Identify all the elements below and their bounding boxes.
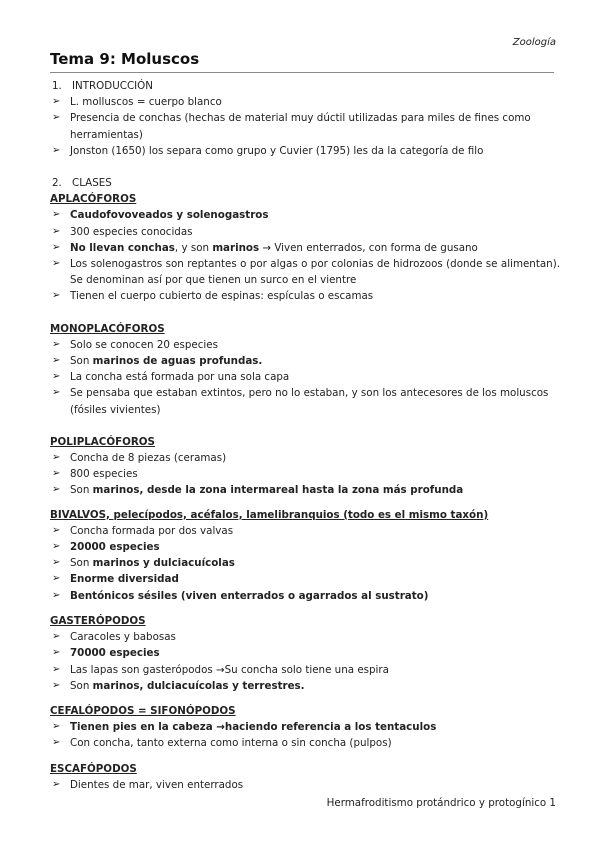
list-item: [50, 719, 560, 735]
bold-text: Bentónicos sésiles (viven enterrados o agarrados al sustrato): [70, 589, 429, 602]
document-body: [50, 78, 560, 793]
bold-text: marinos, dulciacuícolas y terrestres.: [92, 679, 305, 692]
bold-text: marinos de aguas profundas.: [92, 355, 263, 368]
list-item: ➢ Dientes de mar, viven enterrados: [50, 777, 560, 793]
list-item: ➢ Tienen el cuerpo cubierto de espinas: espículas o escamas: [50, 288, 560, 304]
list-item: ➢ Caracoles y babosas: [50, 629, 560, 645]
list-item: [50, 645, 560, 661]
list-item: ➢ Presencia de conchas (hechas de material muy dúctil utilizadas para miles de fines como herramientas): [50, 110, 560, 142]
bold-text: Caudofovoveados y solenogastros: [70, 209, 269, 222]
list-item: [50, 555, 560, 571]
list-item: ➢ Los solenogastros son reptantes o por algas o por colonias de hidrozoos (donde se alimentan). Se denominan así por que tienen un surco en el vientre: [50, 256, 560, 288]
section-number: 2.: [52, 177, 62, 190]
list-item: ➢ Se pensaba que estaban extintos, pero no lo estaban, y son los antecesores de los moluscos (fósiles vivientes): [50, 385, 560, 417]
item-text: Son: [70, 355, 93, 368]
title-divider: [50, 72, 554, 73]
item-text: Son: [70, 484, 93, 497]
bold-text: No llevan conchas: [70, 241, 175, 254]
bold-text: 20000 especies: [70, 541, 160, 554]
list-item: ➢ Concha formada por dos valvas: [50, 523, 560, 539]
section-heading-text: CLASES: [72, 177, 112, 190]
class-title-gasteropodos: GASTERÓPODOS: [50, 614, 146, 627]
section-heading-text: INTRODUCCIÓN: [72, 80, 153, 92]
section-heading-clases: [50, 175, 560, 191]
bold-text: 70000 especies: [70, 647, 160, 660]
list-item: [50, 539, 560, 555]
list-item: [50, 588, 560, 604]
list-item: [50, 207, 560, 223]
class-title-aplacoforos: APLACÓFOROS: [50, 193, 137, 206]
page-title: Tema 9: Moluscos: [50, 50, 200, 68]
section-heading-introduccion: [50, 78, 560, 94]
class-title-escafopodos: ESCAFÓPODOS: [50, 762, 137, 775]
list-item: [50, 482, 560, 498]
class-title-poliplacoforos: POLIPLACÓFOROS: [50, 435, 155, 448]
bold-text: Enorme diversidad: [70, 573, 179, 586]
subject-header: Zoología: [512, 37, 556, 48]
bold-text: marinos: [212, 241, 260, 254]
list-item: [50, 240, 560, 256]
list-item: ➢ Concha de 8 piezas (ceramas): [50, 450, 560, 466]
item-text: Son: [70, 557, 93, 570]
list-item: ➢ La concha está formada por una sola capa: [50, 369, 560, 385]
bold-text: marinos y dulciacuícolas: [92, 557, 235, 570]
list-item: [50, 571, 560, 587]
item-text: → Viven enterrados, con forma de gusano: [259, 241, 478, 254]
list-item: ➢ Las lapas son gasterópodos →Su concha solo tiene una espira: [50, 662, 560, 678]
list-item: [50, 678, 560, 694]
page-footer: Hermafroditismo protándrico y protogínico 1: [326, 797, 556, 809]
class-title-monoplacoforos: MONOPLACÓFOROS: [50, 322, 165, 335]
list-item: [50, 353, 560, 369]
list-item: ➢ L. molluscos = cuerpo blanco: [50, 94, 560, 110]
list-item: ➢ 300 especies conocidas: [50, 224, 560, 240]
item-text: Son: [70, 679, 93, 692]
item-text: , y son: [174, 241, 213, 254]
class-title-cefalopodos: CEFALÓPODOS = SIFONÓPODOS: [50, 704, 236, 717]
bold-text: marinos, desde la zona intermareal hasta la zona más profunda: [92, 484, 464, 497]
list-item: ➢ Solo se conocen 20 especies: [50, 337, 560, 353]
section-number: 1.: [52, 80, 62, 92]
list-item: ➢ Con concha, tanto externa como interna o sin concha (pulpos): [50, 735, 560, 751]
list-item: ➢ 800 especies: [50, 466, 560, 482]
class-title-bivalvos: BIVALVOS, pelecípodos, acéfalos, lamelibranquios (todo es el mismo taxón): [50, 508, 489, 521]
list-item: ➢ Jonston (1650) los separa como grupo y Cuvier (1795) les da la categoría de filo: [50, 143, 560, 159]
bold-text: Tienen pies en la cabeza →haciendo referencia a los tentaculos: [70, 721, 437, 734]
